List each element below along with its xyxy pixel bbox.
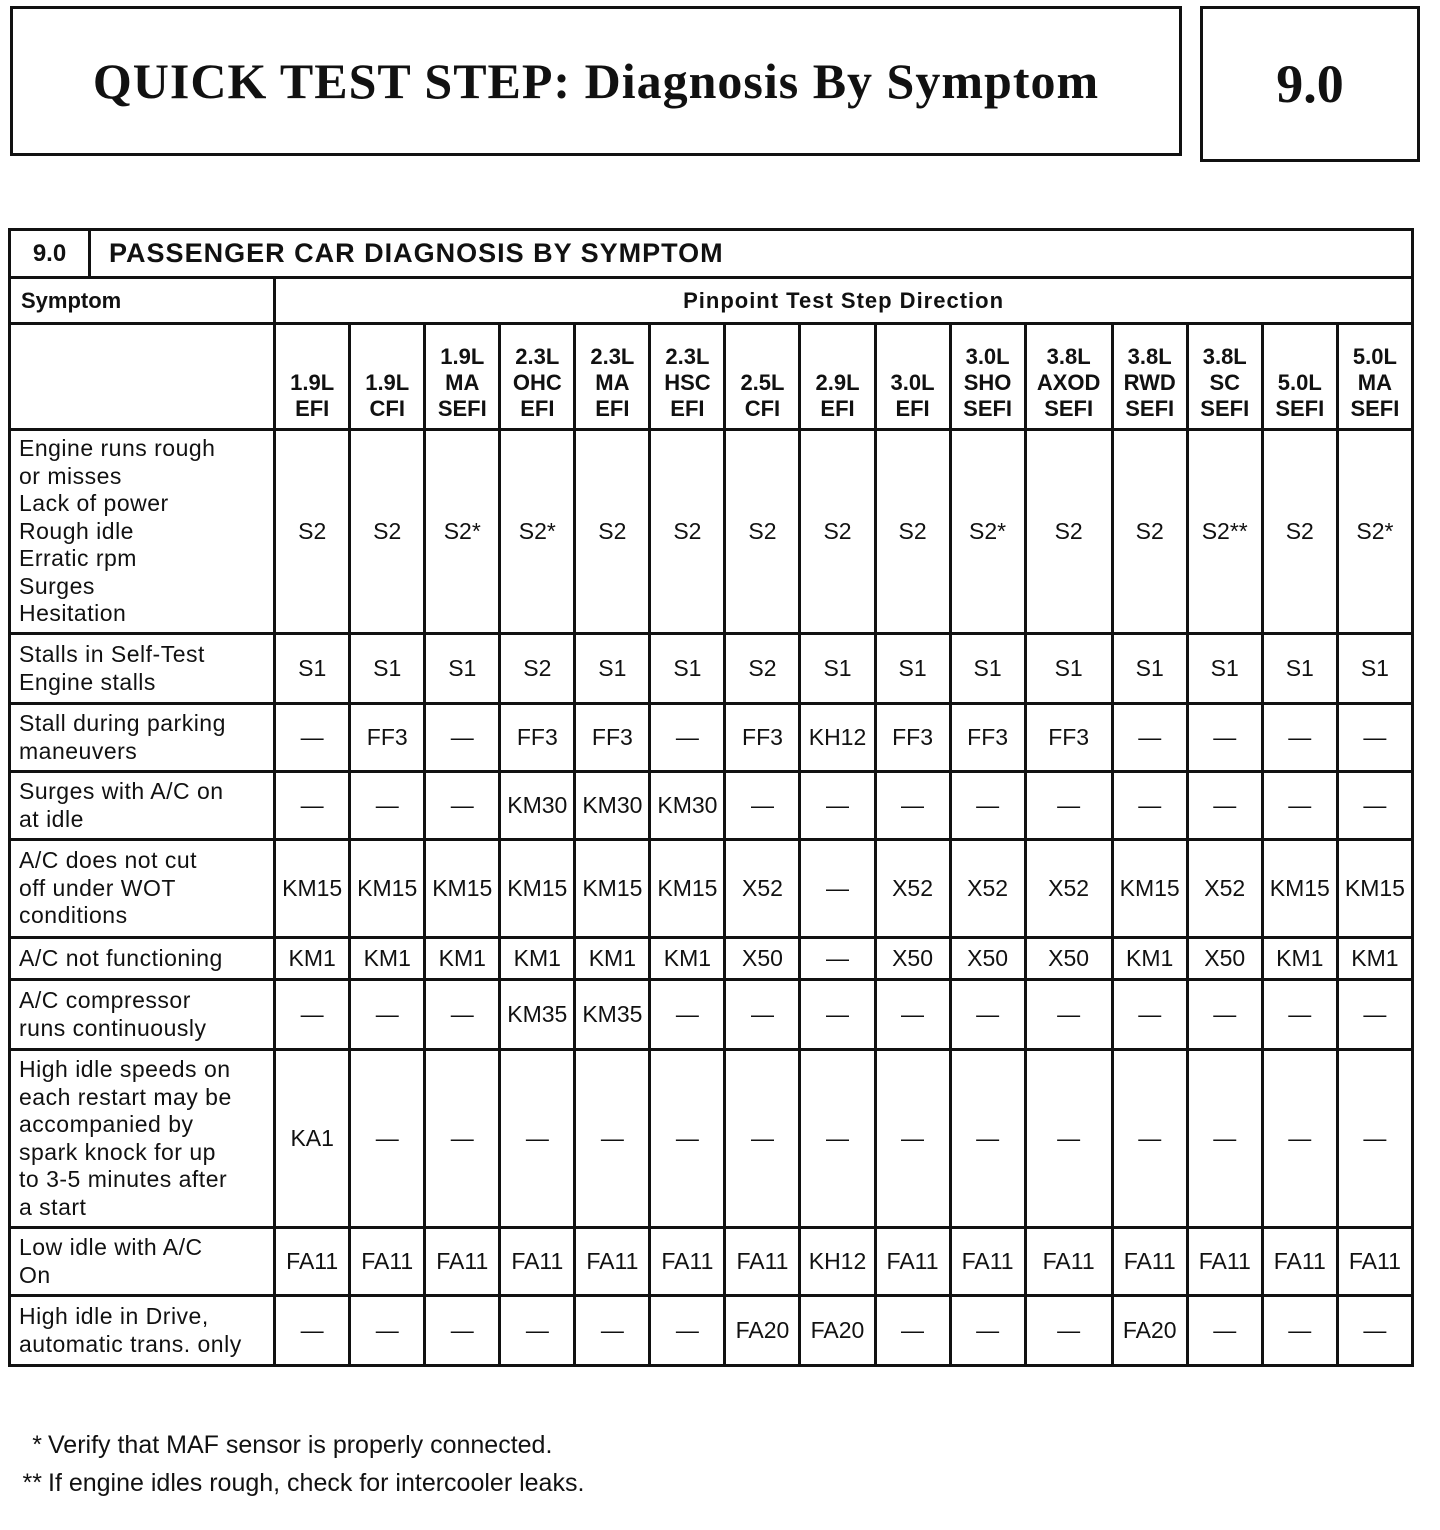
pinpoint-cell: FA11 xyxy=(1262,1228,1337,1296)
pinpoint-cell: KM1 xyxy=(275,938,350,980)
pinpoint-cell: — xyxy=(950,980,1025,1050)
footnotes xyxy=(0,1426,584,1502)
pinpoint-cell: KM1 xyxy=(350,938,425,980)
pinpoint-cell: — xyxy=(275,1296,350,1366)
engine-header-line: CFI xyxy=(744,396,781,421)
engine-header-line: CFI xyxy=(369,396,405,421)
pinpoint-cell: — xyxy=(1025,980,1112,1050)
symptom-row xyxy=(10,704,1413,772)
pinpoint-cell: S1 xyxy=(950,634,1025,704)
symptom-cell xyxy=(10,634,275,704)
engine-header-cell xyxy=(725,324,800,430)
pinpoint-cell: KM1 xyxy=(1112,938,1187,980)
symptom-line: Hesitation xyxy=(19,600,127,627)
engine-header-cell xyxy=(425,324,500,430)
pinpoint-cell: FA11 xyxy=(875,1228,950,1296)
pinpoint-cell: KM1 xyxy=(1337,938,1412,980)
symptom-cell xyxy=(10,704,275,772)
page-title-box xyxy=(10,6,1182,156)
engine-header-cell xyxy=(800,324,875,430)
symptom-line: High idle in Drive, xyxy=(19,1303,209,1329)
pinpoint-cell: FA11 xyxy=(275,1228,350,1296)
section-number-box xyxy=(1200,6,1420,162)
pinpoint-cell: — xyxy=(650,980,725,1050)
pinpoint-cell: FF3 xyxy=(950,704,1025,772)
symptom-line: Low idle with A/C xyxy=(19,1234,203,1260)
pinpoint-cell: KM15 xyxy=(275,840,350,938)
symptom-row xyxy=(10,430,1413,634)
pinpoint-cell: — xyxy=(350,1050,425,1228)
pinpoint-cell: — xyxy=(1187,704,1262,772)
engine-header-line: 5.0L xyxy=(1352,344,1397,369)
pinpoint-cell: FF3 xyxy=(350,704,425,772)
engine-header-line: 2.3L xyxy=(590,344,635,369)
footnote xyxy=(0,1464,584,1502)
pinpoint-cell: — xyxy=(500,1050,575,1228)
engine-header-line: MA xyxy=(595,370,630,395)
pinpoint-cell: KM1 xyxy=(500,938,575,980)
engine-header-line: EFI xyxy=(520,396,555,421)
engine-header-line: 5.0L xyxy=(1277,370,1322,395)
pinpoint-cell: — xyxy=(950,1296,1025,1366)
pinpoint-cell: S1 xyxy=(1112,634,1187,704)
engine-header-cell xyxy=(350,324,425,430)
symptom-cell xyxy=(10,840,275,938)
symptom-line: A/C not functioning xyxy=(19,944,223,971)
engine-header-line: 2.5L xyxy=(740,370,785,395)
pinpoint-cell: — xyxy=(1025,1296,1112,1366)
engine-header-line: SEFI xyxy=(1044,396,1094,421)
pinpoint-cell: — xyxy=(425,772,500,840)
pinpoint-cell: KM1 xyxy=(650,938,725,980)
pinpoint-cell: — xyxy=(350,1296,425,1366)
section-title-cell: PASSENGER CAR DIAGNOSIS BY SYMPTOM xyxy=(90,230,1413,278)
pinpoint-cell: — xyxy=(1112,772,1187,840)
pinpoint-cell: — xyxy=(575,1296,650,1366)
engine-header-line: SEFI xyxy=(963,396,1013,421)
pinpoint-cell: X50 xyxy=(725,938,800,980)
pinpoint-cell: FA11 xyxy=(725,1228,800,1296)
pinpoint-cell: KM15 xyxy=(575,840,650,938)
pinpoint-cell: — xyxy=(1025,1050,1112,1228)
pinpoint-cell: X50 xyxy=(1187,938,1262,980)
engine-header-line: MA xyxy=(1357,370,1393,395)
symptom-line: each restart may be xyxy=(19,1083,232,1110)
pinpoint-cell: — xyxy=(800,980,875,1050)
pinpoint-cell: KM15 xyxy=(1337,840,1412,938)
footnote-mark: ** xyxy=(22,1469,42,1497)
pinpoint-cell: KM1 xyxy=(1262,938,1337,980)
pinpoint-cell: S2* xyxy=(1337,430,1412,634)
pinpoint-cell: S1 xyxy=(425,634,500,704)
symptom-line: Engine stalls xyxy=(19,668,156,695)
page-title: QUICK TEST STEP: Diagnosis By Symptom xyxy=(92,53,1100,109)
pinpoint-cell: — xyxy=(950,1050,1025,1228)
footnote-text: If engine idles rough, check for intercooler leaks. xyxy=(48,1469,585,1497)
pinpoint-cell: S2 xyxy=(575,430,650,634)
pinpoint-cell: S1 xyxy=(275,634,350,704)
pinpoint-cell: S2 xyxy=(725,430,800,634)
pinpoint-cell: KM15 xyxy=(500,840,575,938)
pinpoint-cell: X52 xyxy=(725,840,800,938)
engine-header-row xyxy=(10,324,1413,430)
engine-header-cell xyxy=(1025,324,1112,430)
symptom-line: Surges xyxy=(19,572,95,599)
engine-header-cell xyxy=(950,324,1025,430)
pinpoint-cell: X52 xyxy=(1025,840,1112,938)
pinpoint-cell: FA11 xyxy=(350,1228,425,1296)
pinpoint-cell: KH12 xyxy=(800,1228,875,1296)
pinpoint-cell: KM1 xyxy=(575,938,650,980)
pinpoint-header: Pinpoint Test Step Direction xyxy=(275,278,1413,324)
engine-header-line: 1.9L xyxy=(440,344,485,369)
engine-header-line: EFI xyxy=(820,396,855,421)
pinpoint-cell: X52 xyxy=(875,840,950,938)
pinpoint-cell: — xyxy=(875,980,950,1050)
section-number: 9.0 xyxy=(1276,54,1344,114)
pinpoint-cell: S2 xyxy=(800,430,875,634)
symptom-cell xyxy=(10,430,275,634)
diagnosis-table xyxy=(8,228,1414,1367)
engine-header-cell xyxy=(1262,324,1337,430)
pinpoint-cell: S2 xyxy=(1025,430,1112,634)
pinpoint-cell: KM15 xyxy=(650,840,725,938)
pinpoint-cell: X50 xyxy=(950,938,1025,980)
pinpoint-cell: FA20 xyxy=(725,1296,800,1366)
symptom-line: Rough idle xyxy=(19,517,134,544)
symptom-row xyxy=(10,980,1413,1050)
engine-header-cell xyxy=(275,324,350,430)
symptom-line: Surges with A/C on xyxy=(19,778,224,804)
symptom-line: off under WOT xyxy=(19,874,176,901)
pinpoint-cell: S2 xyxy=(350,430,425,634)
pinpoint-cell: FF3 xyxy=(575,704,650,772)
symptom-header: Symptom xyxy=(10,278,275,324)
pinpoint-cell: — xyxy=(875,1050,950,1228)
engine-header-line: SEFI xyxy=(1125,396,1175,421)
pinpoint-cell: — xyxy=(950,772,1025,840)
pinpoint-cell: — xyxy=(875,1296,950,1366)
pinpoint-cell: S2 xyxy=(275,430,350,634)
engine-header-line: OHC xyxy=(512,370,562,395)
engine-header-line: SHO xyxy=(963,370,1012,395)
engine-header-line: AXOD xyxy=(1036,370,1101,395)
symptom-line: Stalls in Self-Test xyxy=(19,641,205,667)
pinpoint-cell: — xyxy=(650,1050,725,1228)
pinpoint-cell: KM15 xyxy=(350,840,425,938)
pinpoint-cell: KM15 xyxy=(1262,840,1337,938)
symptom-line: runs continuously xyxy=(19,1014,207,1041)
engine-header-cell xyxy=(1337,324,1412,430)
pinpoint-cell: — xyxy=(1262,772,1337,840)
pinpoint-cell: — xyxy=(425,980,500,1050)
symptom-line: spark knock for up xyxy=(19,1138,216,1165)
pinpoint-cell: FA11 xyxy=(1112,1228,1187,1296)
pinpoint-cell: X50 xyxy=(875,938,950,980)
pinpoint-cell: — xyxy=(275,704,350,772)
section-number-cell: 9.0 xyxy=(10,230,90,278)
engine-header-line: 3.8L xyxy=(1202,344,1247,369)
pinpoint-cell: — xyxy=(875,772,950,840)
footnote-text: Verify that MAF sensor is properly connected. xyxy=(48,1431,553,1459)
pinpoint-cell: — xyxy=(350,772,425,840)
pinpoint-cell: S1 xyxy=(650,634,725,704)
pinpoint-cell: S2* xyxy=(950,430,1025,634)
pinpoint-cell: — xyxy=(575,1050,650,1228)
pinpoint-cell: FA20 xyxy=(1112,1296,1187,1366)
pinpoint-cell: — xyxy=(1187,1050,1262,1228)
pinpoint-cell: — xyxy=(425,704,500,772)
pinpoint-cell: FA11 xyxy=(575,1228,650,1296)
engine-header-blank xyxy=(10,324,275,430)
symptom-cell xyxy=(10,980,275,1050)
engine-header-line: HSC xyxy=(664,370,711,395)
symptom-line: A/C does not cut xyxy=(19,847,198,874)
engine-header-cell xyxy=(575,324,650,430)
column-header-row xyxy=(10,278,1413,324)
pinpoint-cell: — xyxy=(1262,980,1337,1050)
pinpoint-cell: — xyxy=(725,1050,800,1228)
pinpoint-cell: — xyxy=(800,772,875,840)
symptom-row xyxy=(10,1228,1413,1296)
symptom-line: conditions xyxy=(19,902,128,929)
pinpoint-cell: — xyxy=(350,980,425,1050)
pinpoint-cell: X52 xyxy=(950,840,1025,938)
pinpoint-cell: KM1 xyxy=(425,938,500,980)
pinpoint-cell: — xyxy=(1337,1050,1412,1228)
symptom-line: accompanied by xyxy=(19,1111,194,1137)
pinpoint-cell: FA20 xyxy=(800,1296,875,1366)
pinpoint-cell: — xyxy=(725,980,800,1050)
engine-header-line: 3.0L xyxy=(890,370,935,395)
pinpoint-cell: S2 xyxy=(1262,430,1337,634)
pinpoint-cell: — xyxy=(1337,772,1412,840)
engine-header-line: MA xyxy=(445,370,480,395)
symptom-cell xyxy=(10,1296,275,1366)
pinpoint-cell: S2 xyxy=(1112,430,1187,634)
symptom-row xyxy=(10,772,1413,840)
pinpoint-cell: S1 xyxy=(1337,634,1412,704)
pinpoint-cell: — xyxy=(650,1296,725,1366)
engine-header-line: EFI xyxy=(895,396,930,421)
symptom-line: or misses xyxy=(19,462,122,489)
pinpoint-cell: — xyxy=(1112,704,1187,772)
pinpoint-cell: S1 xyxy=(875,634,950,704)
pinpoint-cell: — xyxy=(1262,1296,1337,1366)
section-header-row xyxy=(10,230,1413,278)
symptom-line: On xyxy=(19,1261,51,1288)
engine-header-cell xyxy=(1112,324,1187,430)
pinpoint-cell: S1 xyxy=(350,634,425,704)
pinpoint-cell: — xyxy=(1112,980,1187,1050)
engine-header-cell xyxy=(875,324,950,430)
pinpoint-cell: S2 xyxy=(650,430,725,634)
pinpoint-cell: — xyxy=(800,840,875,938)
pinpoint-cell: FF3 xyxy=(500,704,575,772)
engine-header-line: EFI xyxy=(595,396,630,421)
engine-header-line: 3.8L xyxy=(1046,344,1091,369)
symptom-cell xyxy=(10,1050,275,1228)
symptom-line: Erratic rpm xyxy=(19,545,137,572)
pinpoint-cell: S2 xyxy=(725,634,800,704)
pinpoint-cell: — xyxy=(275,980,350,1050)
engine-header-line: 2.3L xyxy=(515,344,560,369)
engine-header-line: 2.3L xyxy=(665,344,710,369)
pinpoint-cell: FA11 xyxy=(1025,1228,1112,1296)
pinpoint-cell: — xyxy=(1262,704,1337,772)
symptom-line: Lack of power xyxy=(19,490,169,517)
pinpoint-cell: — xyxy=(1112,1050,1187,1228)
symptom-line: Engine runs rough xyxy=(19,435,216,462)
pinpoint-cell: FA11 xyxy=(500,1228,575,1296)
engine-header-line: 3.8L xyxy=(1127,344,1172,369)
pinpoint-cell: S1 xyxy=(1187,634,1262,704)
symptom-row xyxy=(10,1050,1413,1228)
engine-header-line: SEFI xyxy=(437,396,487,421)
symptom-cell xyxy=(10,938,275,980)
pinpoint-cell: FF3 xyxy=(725,704,800,772)
symptom-line: High idle speeds on xyxy=(19,1056,231,1082)
pinpoint-cell: — xyxy=(425,1296,500,1366)
pinpoint-cell: — xyxy=(1187,980,1262,1050)
pinpoint-cell: KM15 xyxy=(425,840,500,938)
engine-header-line: SEFI xyxy=(1275,396,1325,421)
engine-header-line: RWD xyxy=(1123,370,1176,395)
pinpoint-cell: S2** xyxy=(1187,430,1262,634)
engine-header-line: 1.9L xyxy=(290,370,335,395)
pinpoint-cell: KM30 xyxy=(575,772,650,840)
pinpoint-cell: — xyxy=(1025,772,1112,840)
pinpoint-cell: — xyxy=(275,772,350,840)
pinpoint-cell: KM15 xyxy=(1112,840,1187,938)
pinpoint-cell: FF3 xyxy=(1025,704,1112,772)
pinpoint-cell: — xyxy=(725,772,800,840)
engine-header-line: EFI xyxy=(295,396,330,421)
symptom-line: at idle xyxy=(19,805,84,832)
pinpoint-cell: S1 xyxy=(1262,634,1337,704)
pinpoint-cell: FA11 xyxy=(650,1228,725,1296)
engine-header-line: 3.0L xyxy=(965,344,1010,369)
pinpoint-cell: S1 xyxy=(1025,634,1112,704)
engine-header-cell xyxy=(1187,324,1262,430)
symptom-line: automatic trans. only xyxy=(19,1330,242,1357)
footnote-mark: * xyxy=(32,1431,42,1459)
pinpoint-cell: KM30 xyxy=(500,772,575,840)
pinpoint-cell: S2 xyxy=(875,430,950,634)
pinpoint-cell: FA11 xyxy=(1337,1228,1412,1296)
pinpoint-cell: S2* xyxy=(425,430,500,634)
pinpoint-cell: — xyxy=(1262,1050,1337,1228)
pinpoint-cell: — xyxy=(425,1050,500,1228)
pinpoint-cell: KH12 xyxy=(800,704,875,772)
pinpoint-cell: FF3 xyxy=(875,704,950,772)
pinpoint-cell: KM30 xyxy=(650,772,725,840)
pinpoint-cell: KM35 xyxy=(575,980,650,1050)
symptom-line: to 3-5 minutes after xyxy=(19,1166,228,1192)
pinpoint-cell: X52 xyxy=(1187,840,1262,938)
symptom-cell xyxy=(10,1228,275,1296)
pinpoint-cell: — xyxy=(1337,704,1412,772)
pinpoint-cell: FA11 xyxy=(950,1228,1025,1296)
symptom-line: A/C compressor xyxy=(19,987,191,1013)
pinpoint-cell: S2 xyxy=(500,634,575,704)
engine-header-line: SEFI xyxy=(1350,396,1400,421)
pinpoint-cell: — xyxy=(1187,1296,1262,1366)
symptom-line: a start xyxy=(19,1193,87,1220)
symptom-line: Stall during parking xyxy=(19,710,226,736)
pinpoint-cell: — xyxy=(650,704,725,772)
pinpoint-cell: — xyxy=(1337,980,1412,1050)
pinpoint-cell: — xyxy=(1337,1296,1412,1366)
engine-header-line: EFI xyxy=(670,396,705,421)
symptom-row xyxy=(10,1296,1413,1366)
pinpoint-cell: — xyxy=(500,1296,575,1366)
pinpoint-cell: S1 xyxy=(800,634,875,704)
pinpoint-cell: S2* xyxy=(500,430,575,634)
engine-header-line: SEFI xyxy=(1200,396,1250,421)
symptom-cell xyxy=(10,772,275,840)
pinpoint-cell: — xyxy=(1187,772,1262,840)
symptom-row xyxy=(10,634,1413,704)
pinpoint-cell: S1 xyxy=(575,634,650,704)
engine-header-line: 2.9L xyxy=(815,370,860,395)
engine-header-cell xyxy=(500,324,575,430)
symptom-row xyxy=(10,938,1413,980)
pinpoint-cell: KM35 xyxy=(500,980,575,1050)
pinpoint-cell: — xyxy=(800,938,875,980)
pinpoint-cell: FA11 xyxy=(1187,1228,1262,1296)
pinpoint-cell: — xyxy=(800,1050,875,1228)
footnote xyxy=(0,1426,584,1464)
engine-header-cell xyxy=(650,324,725,430)
symptom-line: maneuvers xyxy=(19,737,138,764)
engine-header-line: 1.9L xyxy=(365,370,410,395)
pinpoint-cell: X50 xyxy=(1025,938,1112,980)
symptom-row xyxy=(10,840,1413,938)
engine-header-line: SC xyxy=(1209,370,1241,395)
pinpoint-cell: KA1 xyxy=(275,1050,350,1228)
pinpoint-cell: FA11 xyxy=(425,1228,500,1296)
